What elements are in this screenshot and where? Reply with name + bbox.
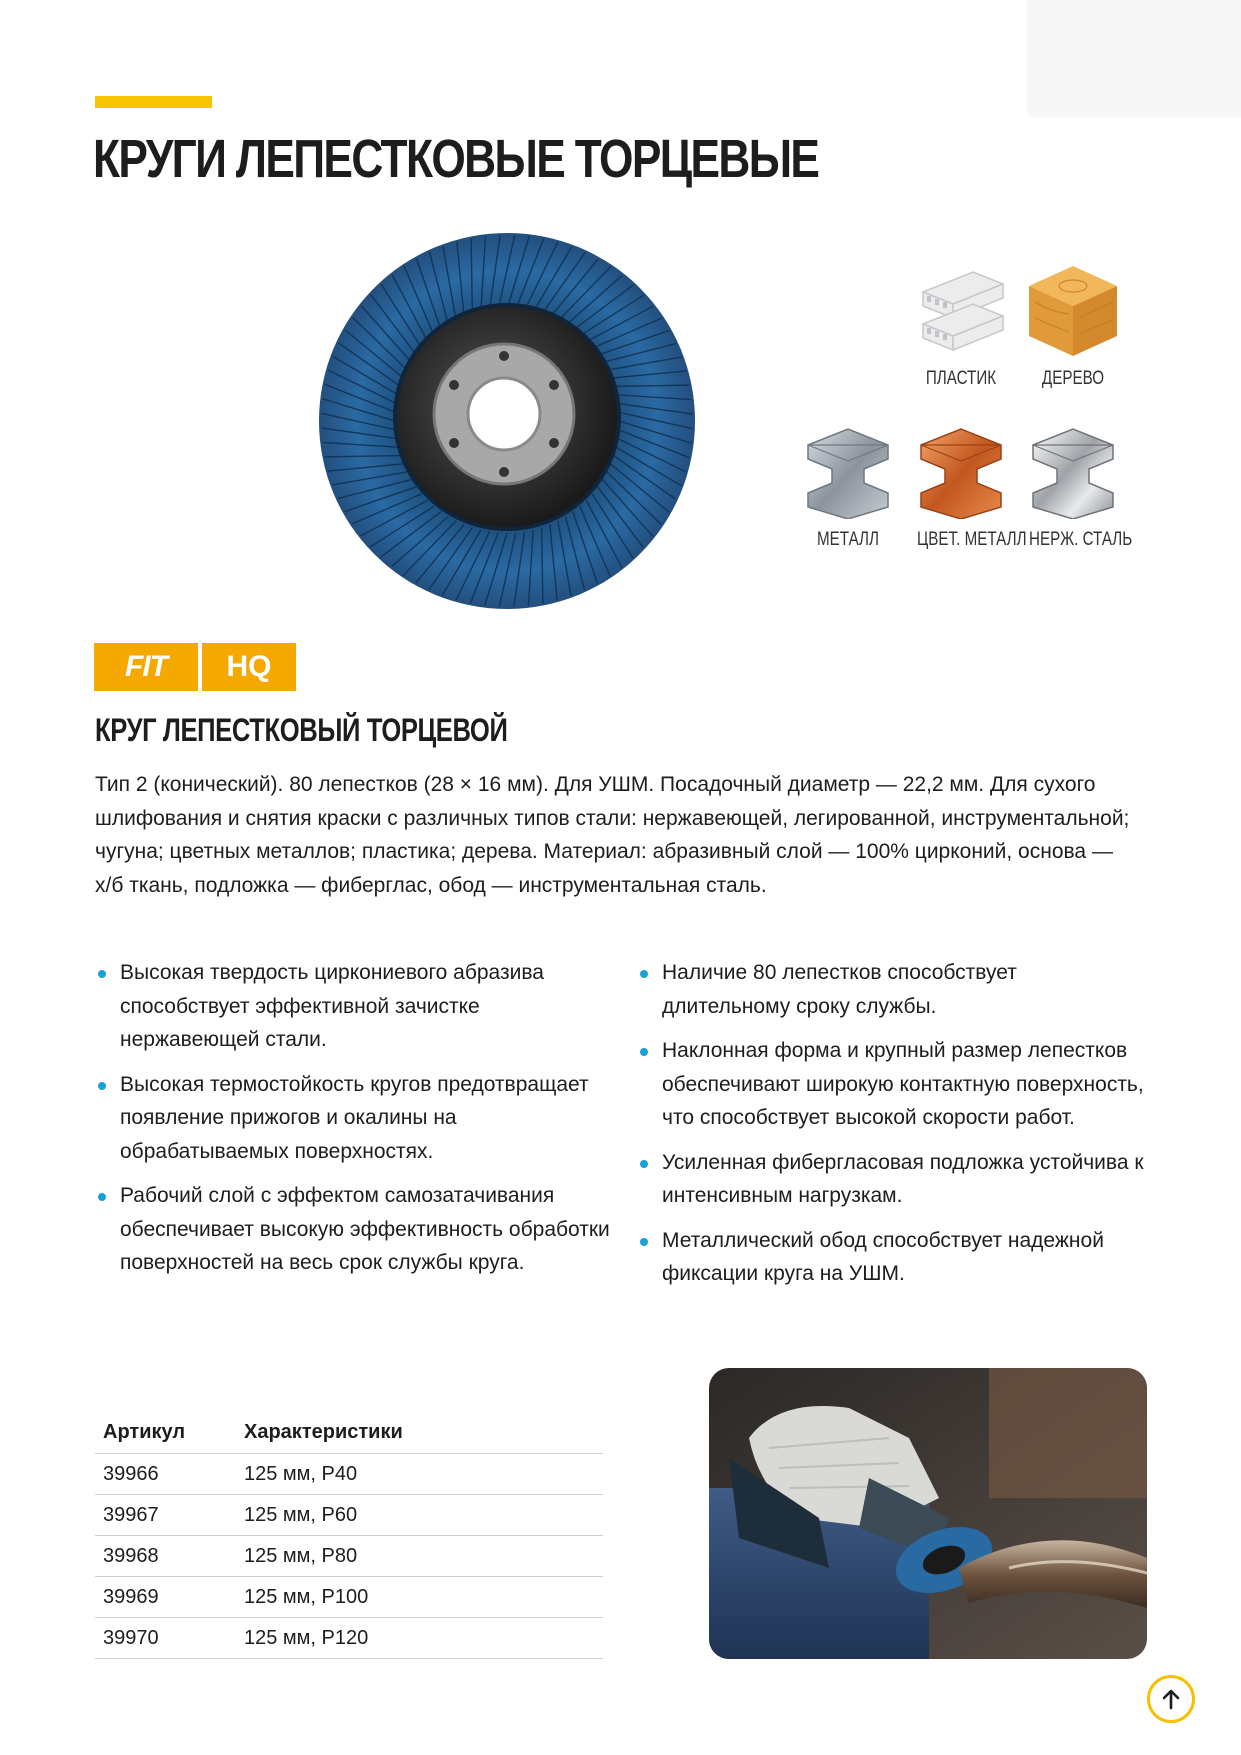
feature-item: Наклонная форма и крупный размер лепестков обеспечивают широкую контактную поверхность, что способствует высокой скорости работ. xyxy=(638,1034,1148,1135)
material-wood xyxy=(1018,262,1128,390)
material-nonferrous xyxy=(906,423,1027,551)
brand-name: FIT xyxy=(125,650,167,683)
cell-article: 39966 xyxy=(95,1454,236,1495)
cell-article: 39970 xyxy=(95,1618,236,1659)
product-description: Тип 2 (конический). 80 лепестков (28 × 16 мм). Для УШМ. Посадочный диаметр — 22,2 мм. Для сухого шлифования и снятия краски с различных типов стали: нержавеющей, легированной, инструментальной; чугуна; цветных металлов; пластика; дерева. Материал: абразивный слой — 100% цирконий, основа — х/б ткань, подложка — фиберглас, обод — инструментальная сталь. xyxy=(95,773,1130,897)
flap-disc-image xyxy=(318,232,696,610)
material-metal xyxy=(793,423,903,551)
feature-item: Усиленная фибергласовая подложка устойчива к интенсивным нагрузкам. xyxy=(638,1146,1148,1213)
feature-item: Высокая твердость циркониевого абразива способствует эффективной зачистке нержавеющей стали. xyxy=(96,956,616,1057)
cell-specs: 125 мм, P100 xyxy=(236,1577,603,1618)
material-stainless xyxy=(1018,423,1133,551)
feature-item: Высокая термостойкость кругов предотвращает появление прижогов и окалины на обрабатываемых поверхностях. xyxy=(96,1068,616,1169)
brand-hq-badge xyxy=(202,643,296,691)
material-label: ЦВЕТ. МЕТАЛЛ xyxy=(917,529,1027,550)
table-row xyxy=(95,1618,603,1659)
cell-article: 39967 xyxy=(95,1495,236,1536)
table-header-row xyxy=(95,1411,603,1454)
cell-specs: 125 мм, P80 xyxy=(236,1536,603,1577)
cell-specs: 125 мм, P60 xyxy=(236,1495,603,1536)
material-plastic xyxy=(906,262,1016,390)
cell-specs: 125 мм, P120 xyxy=(236,1618,603,1659)
wood-icon xyxy=(1025,262,1121,358)
material-label: ПЛАСТИК xyxy=(925,368,997,389)
features-left-list xyxy=(96,956,616,1291)
accent-bar xyxy=(95,96,212,108)
scroll-up-button[interactable] xyxy=(1147,1675,1195,1723)
brand-badge: HQ xyxy=(226,650,272,683)
metal-icon xyxy=(800,423,896,519)
arrow-up-circle-icon xyxy=(1158,1686,1184,1712)
cell-specs: 125 мм, P40 xyxy=(236,1454,603,1495)
plastic-icon xyxy=(913,262,1009,358)
header-specs: Характеристики xyxy=(236,1411,603,1454)
nonferrous-metal-icon xyxy=(913,423,1009,519)
feature-item: Наличие 80 лепестков способствует длительному сроку службы. xyxy=(638,956,1148,1023)
table-row xyxy=(95,1454,603,1495)
table-row xyxy=(95,1536,603,1577)
spec-table xyxy=(95,1411,603,1659)
cell-article: 39968 xyxy=(95,1536,236,1577)
material-label: ДЕРЕВО xyxy=(1041,368,1105,389)
feature-item: Рабочий слой с эффектом самозатачивания обеспечивает высокую эффективность обработки поверхностей на весь срок службы круга. xyxy=(96,1179,616,1280)
product-title: КРУГ ЛЕПЕСТКОВЫЙ ТОРЦЕВОЙ xyxy=(95,712,508,748)
table-row xyxy=(95,1577,603,1618)
usage-photo xyxy=(709,1368,1147,1659)
header-article: Артикул xyxy=(95,1411,236,1454)
material-label: МЕТАЛЛ xyxy=(816,529,879,550)
table-row xyxy=(95,1495,603,1536)
brand-fit-label xyxy=(94,643,198,691)
cell-article: 39969 xyxy=(95,1577,236,1618)
stainless-steel-icon xyxy=(1025,423,1121,519)
feature-item: Металлический обод способствует надежной фиксации круга на УШМ. xyxy=(638,1224,1148,1291)
features-right-list xyxy=(638,956,1148,1302)
page-title: КРУГИ ЛЕПЕСТКОВЫЕ ТОРЦЕВЫЕ xyxy=(93,129,819,189)
brand-logo xyxy=(94,643,296,691)
material-label: НЕРЖ. СТАЛЬ xyxy=(1029,529,1133,550)
corner-tab xyxy=(1027,0,1241,117)
